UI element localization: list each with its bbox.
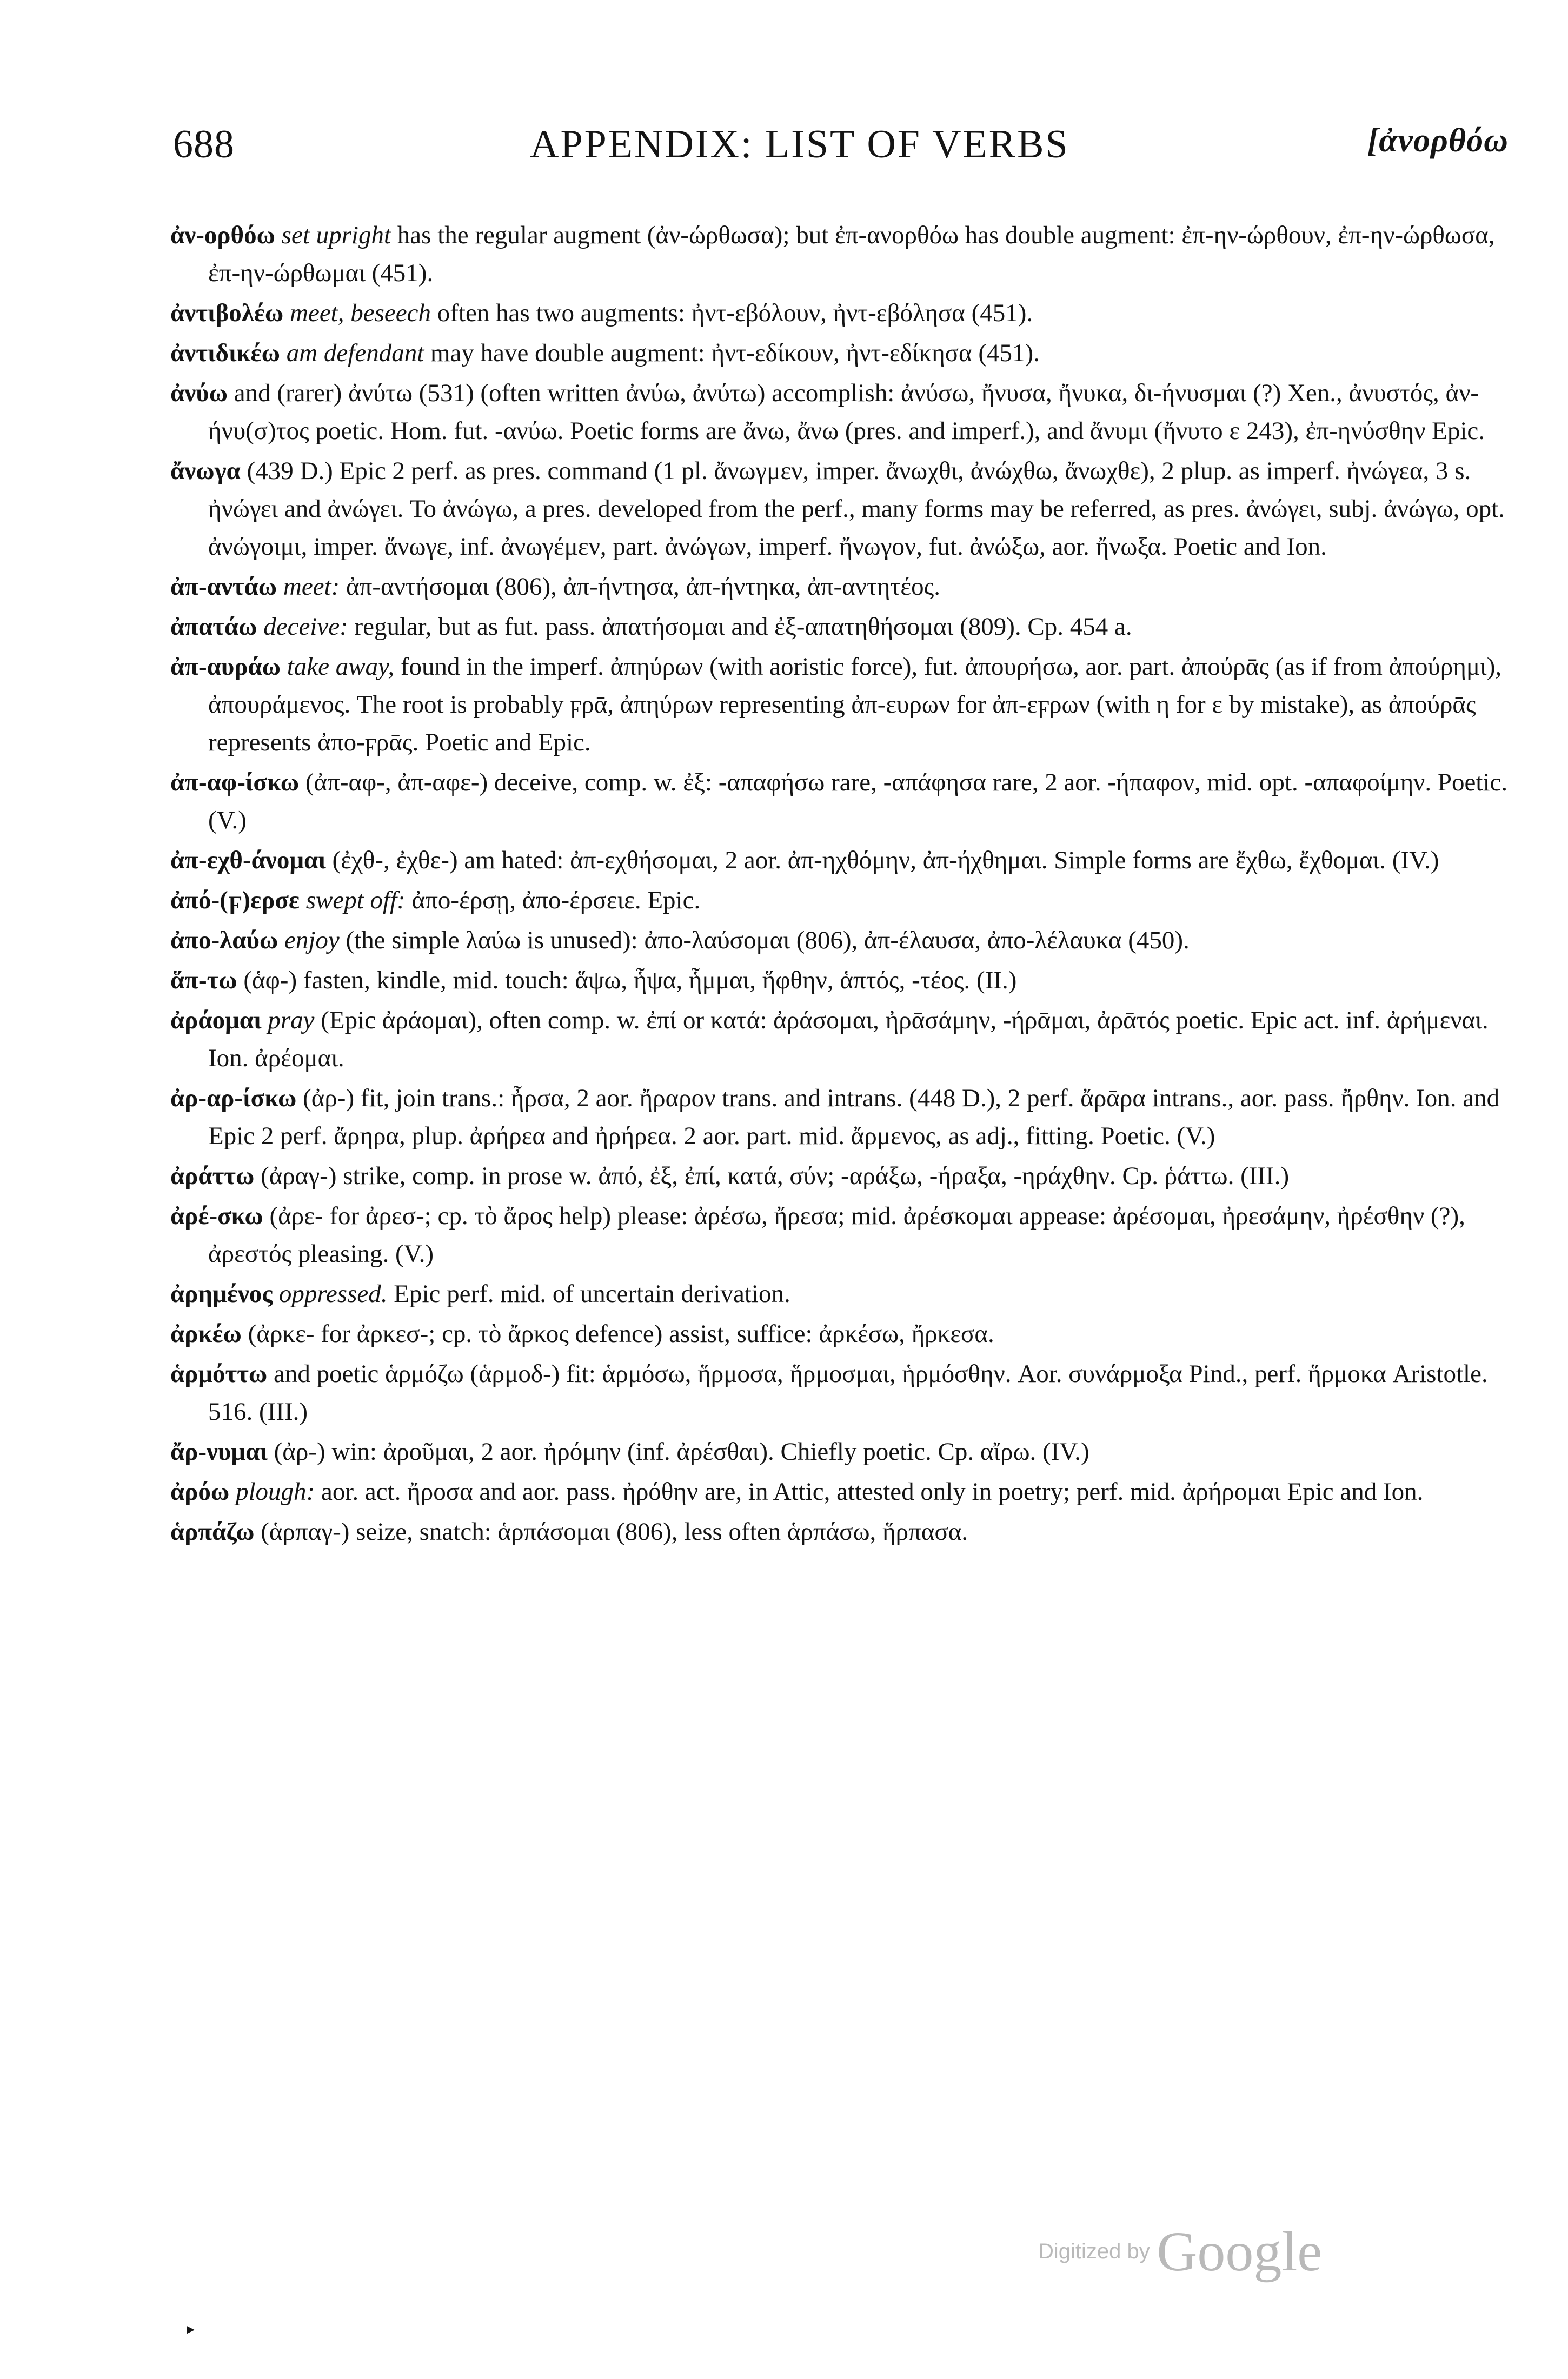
entry-text: may have double augment: ἠντ-εδίκουν, ἠντ-εδίκησα (451). bbox=[430, 339, 1040, 367]
headword: ἀν-ορθόω bbox=[170, 221, 275, 249]
definition: set upright bbox=[281, 221, 391, 249]
definition: meet: bbox=[283, 573, 340, 601]
verb-entry bbox=[170, 1275, 1511, 1313]
headword: ἀράομαι bbox=[170, 1006, 262, 1034]
digitized-by-text: Digitized by bbox=[1038, 2240, 1150, 2263]
entry-text: found in the imperf. ἀπηύρων (with aoristic force), fut. ἀπουρήσω, aor. part. ἀπούρᾱς (as if from ἀπούρημι), ἀπουράμενος. The root is probably ϝρᾱ, ἀπηύρων representing ἀπ-ευρων for ἀπ-εϝρων (with η for ε by mistake), as ἀπούρᾱς represents ἀπο-ϝρᾱς. Poetic and Epic. bbox=[208, 653, 1502, 756]
definition: enjoy bbox=[284, 926, 340, 954]
verb-entry bbox=[170, 1355, 1511, 1431]
headword: ἄρ-νυμαι bbox=[170, 1438, 268, 1466]
definition: deceive: bbox=[263, 613, 348, 641]
headword: ἀράττω bbox=[170, 1162, 255, 1190]
entry-text: (the simple λαύω is unused): ἀπο-λαύσομαι (806), ἀπ-έλαυσα, ἀπο-λέλαυκα (450). bbox=[346, 926, 1190, 954]
definition: plough: bbox=[236, 1478, 315, 1506]
entry-text: (Epic ἀράομαι), often comp. w. ἐπί or κατά: ἀράσομαι, ἠρᾱσάμην, -ήρᾱμαι, ἀρᾱτός poetic. Epic act. inf. ἀρήμεναι. Ion. ἀρέομαι. bbox=[208, 1006, 1489, 1072]
verb-entry bbox=[170, 763, 1511, 839]
headword: ἀρ-αρ-ίσκω bbox=[170, 1084, 297, 1112]
verb-entry bbox=[170, 216, 1511, 292]
definition: am defendant bbox=[286, 339, 424, 367]
headword: ἁρπάζω bbox=[170, 1518, 255, 1546]
entry-text: and poetic ἁρμόζω (ἁρμοδ-) fit: ἁρμόσω, ἥρμοσα, ἥρμοσμαι, ἡρμόσθην. Aor. συνάρμοξα Pind., perf. ἥρμοκα Aristotle. 516. (III.) bbox=[208, 1360, 1488, 1426]
verb-entry bbox=[170, 1197, 1511, 1273]
entry-text: (ἀρ-) win: ἀροῦμαι, 2 aor. ἠρόμην (inf. ἀρέσθαι). Chiefly poetic. Cp. αἴρω. (IV.) bbox=[274, 1438, 1089, 1466]
verb-entry bbox=[170, 1079, 1511, 1155]
verb-entry bbox=[170, 1433, 1511, 1471]
stray-mark: ▸ bbox=[187, 2320, 195, 2338]
entry-text: ἀπ-αντήσομαι (806), ἀπ-ήντησα, ἀπ-ήντηκα, ἀπ-αντητέος. bbox=[346, 573, 940, 601]
entry-text: (ἀρ-) fit, join trans.: ἦρσα, 2 aor. ἤραρον trans. and intrans. (448 D.), 2 perf. ἄρᾱρα intrans., aor. pass. ἤρθην. Ion. and Epic 2 perf. ἄρηρα, plup. ἀρήρεα and ἠρήρεα. 2 aor. part. mid. ἄρμενος, as adj., fitting. Poetic. (V.) bbox=[208, 1084, 1500, 1150]
entry-text: ἀπο-έρσῃ, ἀπο-έρσειε. Epic. bbox=[411, 886, 701, 914]
entry-text: (ἀπ-αφ-, ἀπ-αφε-) deceive, comp. w. ἐξ: -απαφήσω rare, -απάφησα rare, 2 aor. -ήπαφον, mid. opt. -απαφοίμην. Poetic. (V.) bbox=[208, 768, 1508, 834]
headword: ἀπ-αυράω bbox=[170, 653, 281, 681]
headword: ἀπατάω bbox=[170, 613, 257, 641]
entry-text: regular, but as fut. pass. ἀπατήσομαι and ἐξ-απατηθήσομαι (809). Cp. 454 a. bbox=[354, 613, 1132, 641]
running-head: APPENDIX: LIST OF VERBS bbox=[530, 122, 1069, 167]
entry-text: has the regular augment (ἀν-ώρθωσα); but ἐπ-ανορθόω has double augment: ἐπ-ην-ώρθουν, ἐπ-ην-ώρθωσα, ἐπ-ην-ώρθωμαι (451). bbox=[208, 221, 1495, 287]
headword: ἅπ-τω bbox=[170, 966, 237, 994]
headword: ἀντιβολέω bbox=[170, 299, 284, 327]
page-header bbox=[173, 122, 1509, 181]
headword: ἀπό-(ϝ)ερσε bbox=[170, 886, 300, 914]
verb-entry bbox=[170, 881, 1511, 919]
entry-text: aor. act. ἤροσα and aor. pass. ἠρόθην are, in Attic, attested only in poetry; perf. mid. ἀρήρομαι Epic and Ion. bbox=[321, 1478, 1424, 1506]
entry-text: Epic perf. mid. of uncertain derivation. bbox=[394, 1280, 790, 1308]
digitized-watermark bbox=[1038, 2219, 1322, 2284]
definition: take away, bbox=[287, 653, 395, 681]
entry-text: often has two augments: ἠντ-εβόλουν, ἠντ-εβόλησα (451). bbox=[437, 299, 1033, 327]
headword: ἀρέ-σκω bbox=[170, 1202, 263, 1230]
verb-entry bbox=[170, 841, 1511, 879]
headword: ἀνύω bbox=[170, 379, 228, 407]
entry-text: (ἀραγ-) strike, comp. in prose w. ἀπό, ἐξ, ἐπί, κατά, σύν; -αράξω, -ήραξα, -ηράχθην. Cp. ῥάττω. (III.) bbox=[261, 1162, 1290, 1190]
verb-entry bbox=[170, 1513, 1511, 1551]
headword: ἀπο-λαύω bbox=[170, 926, 278, 954]
verb-entry bbox=[170, 1315, 1511, 1353]
headword: ἀρόω bbox=[170, 1478, 230, 1506]
headword: ἀπ-αφ-ίσκω bbox=[170, 768, 300, 796]
definition: swept off: bbox=[305, 886, 406, 914]
entry-text: (ἁφ-) fasten, kindle, mid. touch: ἅψω, ἧψα, ἧμμαι, ἥφθην, ἁπτός, -τέος. (II.) bbox=[243, 966, 1017, 994]
headword: ἄνωγα bbox=[170, 457, 241, 485]
verb-list bbox=[170, 216, 1511, 1553]
verb-entry bbox=[170, 452, 1511, 566]
entry-text: and (rarer) ἀνύτω (531) (often written ἀνύω, ἀνύτω) accomplish: ἀνύσω, ἤνυσα, ἤνυκα, δι-ήνυσμαι (?) Xen., ἀνυστός, ἀν-ήνυ(σ)τος poetic. Hom. fut. -ανύω. Poetic forms are ἄνω, ἄνω (pres. and imperf.), and ἄνυμι (ἤνυτο ε 243), ἐπ-ηνύσθην Epic. bbox=[208, 379, 1485, 445]
entry-text: (ἀρκε- for ἀρκεσ-; cp. τὸ ἄρκος defence) assist, suffice: ἀρκέσω, ἤρκεσα. bbox=[248, 1320, 994, 1348]
guide-word: [ἀνορθόω bbox=[1367, 122, 1509, 159]
entry-text: (ἀρε- for ἀρεσ-; cp. τὸ ἄρος help) please: ἀρέσω, ἤρεσα; mid. ἀρέσκομαι appease: ἀρέσομαι, ἠρεσάμην, ἠρέσθην (?), ἀρεστός pleasing. (V.) bbox=[208, 1202, 1465, 1268]
verb-entry bbox=[170, 334, 1511, 372]
verb-entry bbox=[170, 1001, 1511, 1077]
definition: meet, beseech bbox=[290, 299, 431, 327]
entry-text: (ἐχθ-, ἐχθε-) am hated: ἀπ-εχθήσομαι, 2 aor. ἀπ-ηχθόμην, ἀπ-ήχθημαι. Simple forms are ἔχθω, ἔχθομαι. (IV.) bbox=[332, 846, 1439, 874]
headword: ἀντιδικέω bbox=[170, 339, 280, 367]
entry-text: (ἁρπαγ-) seize, snatch: ἁρπάσομαι (806), less often ἁρπάσω, ἥρπασα. bbox=[261, 1518, 968, 1546]
verb-entry bbox=[170, 568, 1511, 606]
headword: ἁρμόττω bbox=[170, 1360, 268, 1388]
definition: pray bbox=[268, 1006, 315, 1034]
verb-entry bbox=[170, 648, 1511, 761]
headword: ἀρημένος bbox=[170, 1280, 273, 1308]
google-wordmark: Google bbox=[1157, 2221, 1323, 2283]
verb-entry bbox=[170, 1157, 1511, 1195]
verb-entry bbox=[170, 608, 1511, 646]
verb-entry bbox=[170, 374, 1511, 450]
verb-entry bbox=[170, 961, 1511, 999]
headword: ἀπ-εχθ-άνομαι bbox=[170, 846, 326, 874]
definition: oppressed. bbox=[278, 1280, 388, 1308]
entry-text: (439 D.) Epic 2 perf. as pres. command (1 pl. ἄνωγμεν, imper. ἄνωχθι, ἀνώχθω, ἄνωχθε), 2 plup. as imperf. ἠνώγεα, 3 s. ἠνώγει and ἀνώγει. To ἀνώγω, a pres. developed from the perf., many forms may be referred, as pres. ἀνώγει, subj. ἀνώγω, opt. ἀνώγοιμι, imper. ἄνωγε, inf. ἀνωγέμεν, part. ἀνώγων, imperf. ἤνωγον, fut. ἀνώξω, aor. ἤνωξα. Poetic and Ion. bbox=[208, 457, 1505, 561]
headword: ἀρκέω bbox=[170, 1320, 242, 1348]
headword: ἀπ-αντάω bbox=[170, 573, 277, 601]
verb-entry bbox=[170, 294, 1511, 332]
verb-entry bbox=[170, 1473, 1511, 1511]
verb-entry bbox=[170, 921, 1511, 959]
page-number: 688 bbox=[173, 122, 235, 167]
